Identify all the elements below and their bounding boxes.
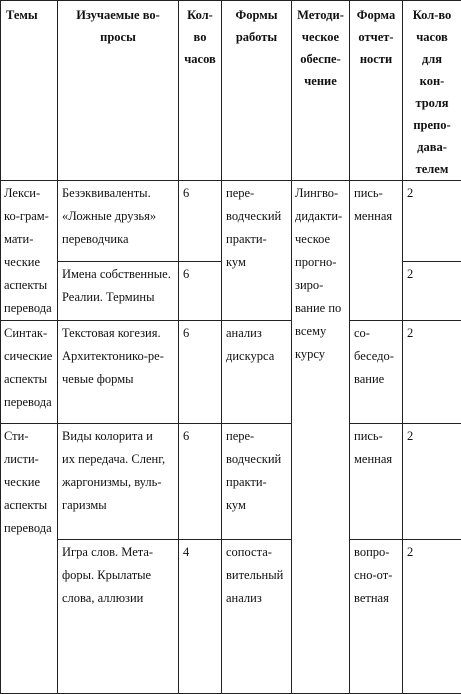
control-hours-cell: 2 — [403, 424, 461, 540]
control-hours-cell: 2 — [403, 261, 461, 320]
question-cell: Безэквиваленты. «Ложные друзья» переводчика — [58, 181, 179, 262]
work-form-cell: пере- водческий практи- кум — [222, 424, 292, 540]
header-topics: Темы — [1, 1, 58, 181]
topic-cell: Сти- листи- ческие аспекты перевода — [1, 424, 58, 694]
table-row — [1, 181, 461, 262]
header-work-forms: Формы работы — [222, 1, 292, 181]
report-form-cell: пись- менная — [350, 424, 403, 540]
hours-cell: 6 — [179, 181, 222, 262]
work-form-cell: сопоста- вительный анализ — [222, 540, 292, 694]
hours-cell: 6 — [179, 321, 222, 424]
header-questions: Изучаемые во- просы — [58, 1, 179, 181]
hours-cell: 6 — [179, 424, 222, 540]
question-cell: Имена собственные. Реалии. Термины — [58, 261, 179, 320]
question-cell: Игра слов. Мета- форы. Крылатые слова, аллюзии — [58, 540, 179, 694]
header-control-hours: Кол-во часов для кон- троля препо- дава- телем — [403, 1, 461, 181]
report-form-cell: пись- менная — [350, 181, 403, 321]
table-row — [1, 540, 461, 694]
control-hours-cell: 2 — [403, 321, 461, 424]
header-report-form: Форма отчет- ности — [350, 1, 403, 181]
topic-cell: Синтак- сические аспекты перевода — [1, 321, 58, 424]
topic-cell: Лекси- ко-грам- мати- ческие аспекты перевода — [1, 181, 58, 321]
question-cell: Виды колорита и их передача. Сленг, жаргонизмы, вуль- гаризмы — [58, 424, 179, 540]
table-row — [1, 424, 461, 540]
work-form-cell: пере- водческий практи- кум — [222, 181, 292, 321]
hours-cell: 4 — [179, 540, 222, 694]
work-form-cell: анализ дискурса — [222, 321, 292, 424]
report-form-cell: вопро- сно-от- ветная — [350, 540, 403, 694]
header-hours: Кол- во часов — [179, 1, 222, 181]
control-hours-cell: 2 — [403, 540, 461, 694]
table-row — [1, 321, 461, 424]
report-form-cell: со- беседо- вание — [350, 321, 403, 424]
header-method-support: Методи- ческое обеспе- чение — [292, 1, 350, 181]
header-row — [1, 1, 461, 181]
hours-cell: 6 — [179, 261, 222, 320]
method-support-cell: Лингво- дидакти- ческое прогно- зиро- вание по всему курсу — [292, 181, 350, 694]
control-hours-cell: 2 — [403, 181, 461, 262]
question-cell: Текстовая когезия. Архитектонико-ре- чевые формы — [58, 321, 179, 424]
